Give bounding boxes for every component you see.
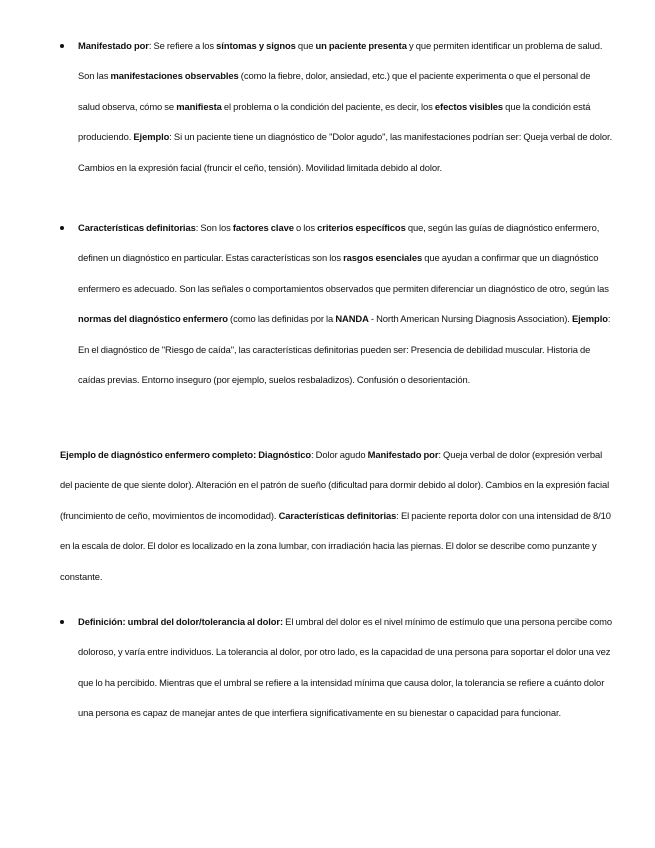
bold-text-segment: normas del diagnóstico enfermero <box>78 313 228 325</box>
bold-text-segment: Ejemplo <box>133 131 170 143</box>
bold-text-segment: factores clave <box>232 222 294 233</box>
text-segment: (como las definidas por la <box>227 313 336 325</box>
text-segment: : Dolor agudo <box>311 449 368 460</box>
bold-text-segment: Definición: umbral del dolor/tolerancia al dolor: <box>78 616 284 627</box>
bold-text-segment: manifiesta <box>176 100 222 112</box>
bullet-definicion-umbral <box>0 607 655 729</box>
text-segment: : Si un paciente tiene un diagnóstico de "Dolor agudo", las manifestaciones podrían ser: Queja verbal de dolor. Cambios en la expresión facial (fruncir el ceño, tensión). Movilidad limitada debido al dolor. <box>78 131 613 173</box>
bold-text-segment: Manifestado por <box>78 40 149 51</box>
text-segment: que, según las guías de diagnóstico enfermero, definen un diagnóstico en particular. Estas características son los <box>78 222 600 264</box>
bullet-text <box>78 222 610 385</box>
text-segment: que la condición está produciendo. <box>78 100 591 143</box>
bold-text-segment: Ejemplo <box>571 313 608 325</box>
text-segment: - North American Nursing Diagnosis Association). <box>368 313 572 325</box>
bullet-text <box>78 616 612 718</box>
text-segment: : Queja verbal de dolor (expresión verbal del paciente de que siente dolor). Alteración en el patrón de sueño (dificultad para dormir debido al dolor). Cambios en la expresión facial (fruncimiento de ceño, movimientos de incomodidad). <box>60 449 610 521</box>
bold-text-segment: efectos visibles <box>434 100 504 112</box>
text-segment: El umbral del dolor es el nivel mínimo de estímulo que una persona percibe como doloroso, y varía entre individuos. La tolerancia al dolor, por otro lado, es la capacidad de una persona para soportar el dolor una vez que lo ha percibido. Mientras que el umbral se refiere a la intensidad mínima que causa dolor, la tolerancia se refiere a cuánto dolor una persona es capaz de manejar antes de que interfiera significativamente en su bienestar o capacidad para funcionar. <box>78 616 612 719</box>
text-segment: o los <box>293 222 318 233</box>
paragraph-text <box>60 440 615 592</box>
bold-text-segment: Manifestado por <box>367 449 439 460</box>
bold-text-segment: NANDA <box>335 313 369 325</box>
bold-text-segment: criterios específicos <box>317 222 406 233</box>
bullet-text <box>78 40 612 173</box>
text-segment: : Se refiere a los <box>148 40 217 51</box>
text-segment: el problema o la condición del paciente, es decir, los <box>221 100 435 112</box>
bold-text-segment: Ejemplo de diagnóstico enfermero completo: Diagnóstico <box>60 449 312 460</box>
bullet-item <box>78 607 613 729</box>
example-paragraph <box>0 440 655 592</box>
bold-text-segment: Características definitorias <box>78 222 196 233</box>
text-segment: y que permiten identificar un problema de salud. Son las <box>78 40 603 82</box>
bullet-icon <box>60 226 64 230</box>
text-segment: : El paciente reporta dolor con una intensidad de 8/10 en la escala de dolor. El dolor es localizado en la zona lumbar, con irradiación hacia las piernas. El dolor se describe como punzante y constante. <box>60 509 611 582</box>
bold-text-segment: síntomas y signos <box>216 40 296 51</box>
text-segment: que ayudan a confirmar que un diagnóstico enfermero es adecuado. Son las señales o comportamientos observados que permiten diferenciar un diagnóstico de otro, según las <box>78 252 609 294</box>
bullet-icon <box>60 44 64 48</box>
bold-text-segment: manifestaciones observables <box>110 70 239 82</box>
bullet-item <box>78 213 613 395</box>
bold-text-segment: Características definitorias <box>278 509 397 521</box>
text-segment: (como la fiebre, dolor, ansiedad, etc.) que el paciente experimenta o que el personal de salud observa, cómo se <box>78 70 591 112</box>
bullet-icon <box>60 620 64 624</box>
bold-text-segment: rasgos esenciales <box>343 252 423 264</box>
bullet-caracteristicas-definitorias <box>0 213 655 395</box>
text-segment: : Son los <box>195 222 233 233</box>
text-segment: : En el diagnóstico de "Riesgo de caída", las características definitorias pueden ser: Presencia de debilidad muscular. Historia de caídas previas. Entorno inseguro (por ejemplo, suelos resbaladizos). Confusión o desorientación. <box>78 313 611 386</box>
bullet-item <box>78 31 613 183</box>
bullet-manifestado-por <box>0 31 655 183</box>
bold-text-segment: un paciente presenta <box>315 40 407 51</box>
text-segment: que <box>295 40 316 51</box>
